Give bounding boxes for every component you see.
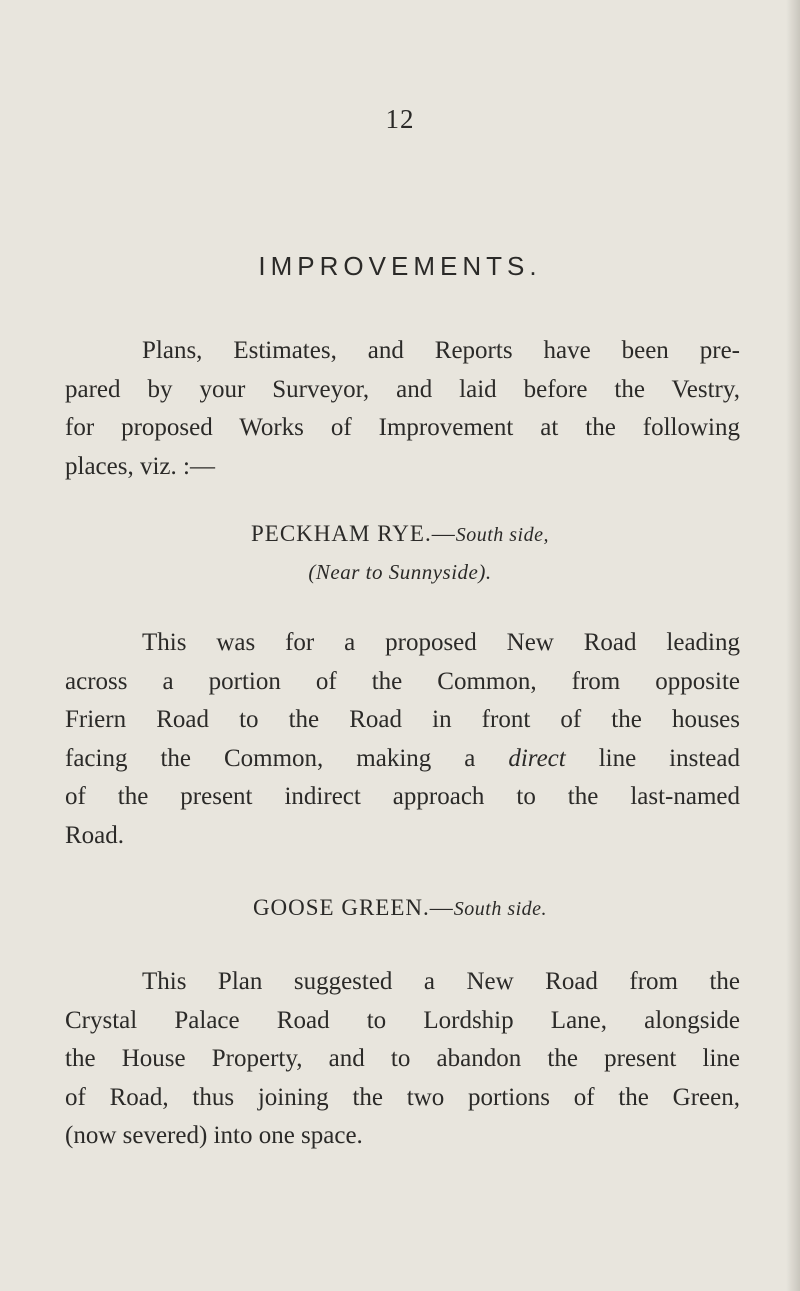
section-subtitle-peckham-rye: (Near to Sunnyside). — [308, 560, 492, 584]
page-number: 12 — [385, 104, 415, 134]
paragraph-line: of Road, thus joining the two portions of the Green, — [65, 1083, 740, 1111]
paragraph-line: the House Property, and to abandon the present line — [65, 1045, 740, 1072]
section-title-italic: South side, — [455, 524, 549, 546]
intro-paragraph — [65, 332, 740, 486]
paragraph-line: Crystal Palace Road to Lordship Lane, alongside — [65, 1006, 740, 1034]
paragraph-line: of the present indirect approach to the last-named — [65, 783, 740, 810]
peckham-rye-paragraph — [65, 624, 740, 855]
paragraph-line: Road. — [65, 821, 125, 849]
section-title-italic: South side. — [453, 898, 548, 920]
section-title-text: GOOSE GREEN.— — [252, 895, 454, 920]
line-segment: line instead — [598, 744, 740, 772]
section-title-peckham-rye — [0, 521, 800, 547]
page-edge-shadow — [786, 0, 800, 1291]
intro-line: places, viz. :— — [65, 452, 215, 480]
paragraph-line: across a portion of the Common, from opposite — [65, 667, 740, 695]
goose-green-paragraph — [65, 963, 740, 1156]
section-title-goose-green — [0, 895, 800, 921]
line-segment: facing the Common, making a — [65, 744, 476, 772]
emphasis-direct: direct — [508, 744, 566, 772]
paragraph-line: This was for a proposed New Road leading — [142, 629, 740, 656]
section-title-text: PECKHAM RYE.— — [251, 521, 456, 546]
paragraph-line: This Plan suggested a New Road from the — [142, 968, 740, 995]
paragraph-line: Friern Road to the Road in front of the houses — [65, 706, 740, 733]
page-heading: IMPROVEMENTS. — [258, 251, 542, 281]
intro-line: for proposed Works of Improvement at the following — [65, 414, 740, 441]
intro-line: Plans, Estimates, and Reports have been pre- — [142, 337, 740, 364]
intro-line: pared by your Surveyor, and laid before the Vestry, — [65, 375, 740, 403]
paragraph-line-with-emphasis — [65, 740, 740, 779]
paragraph-line: (now severed) into one space. — [65, 1122, 363, 1149]
